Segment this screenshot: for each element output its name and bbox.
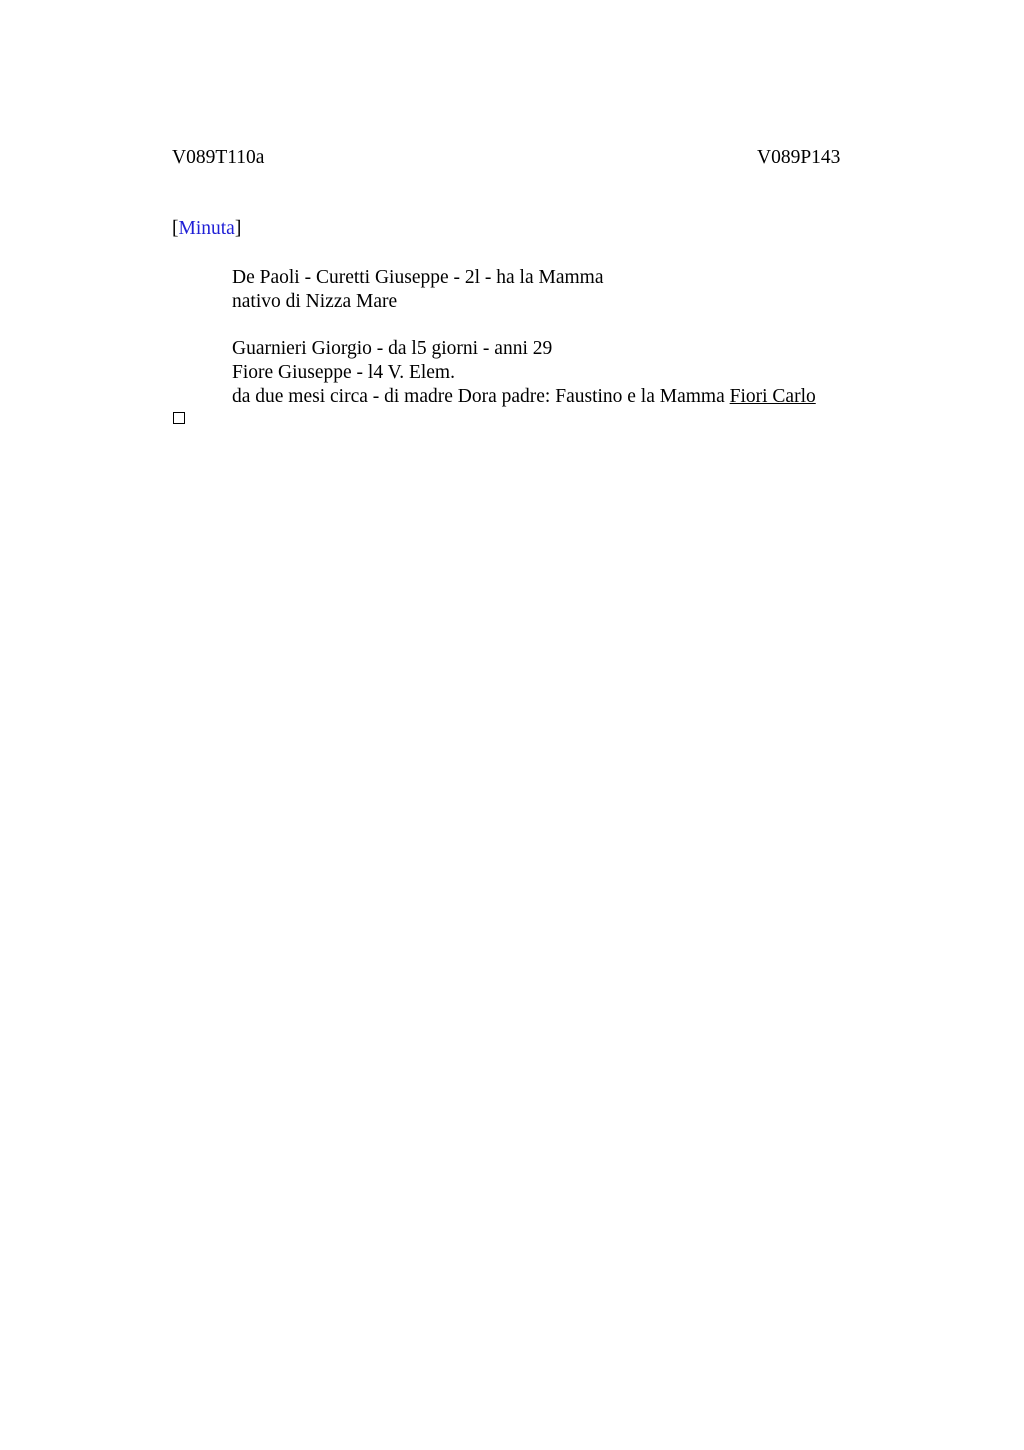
empty-square-icon	[173, 412, 185, 424]
header-left-code: V089T110a	[172, 147, 265, 168]
underlined-name: Fiori Carlo	[729, 386, 816, 407]
paragraph-2-line-3-text: da due mesi circa - di madre Dora padre: Faustino e la Mamma	[232, 386, 730, 407]
paragraph-1-line-1: De Paoli - Curetti Giuseppe - 2l - ha la Mamma	[232, 267, 604, 288]
document-type-open-bracket: [	[172, 218, 179, 239]
document-type	[172, 218, 241, 240]
paragraph-2-line-2: Fiore Giuseppe - l4 V. Elem.	[232, 362, 455, 383]
paragraph-2-line-3	[232, 385, 816, 409]
paragraph-1-line-2: nativo di Nizza Mare	[232, 291, 398, 312]
document-body	[232, 266, 816, 409]
paragraph-2-line-1: Guarnieri Giorgio - da l5 giorni - anni 29	[232, 338, 553, 359]
document-type-close-bracket: ]	[234, 218, 242, 239]
document-type-label: Minuta	[178, 218, 235, 239]
header-right-code: V089P143	[757, 147, 841, 168]
paragraph-gap	[232, 314, 816, 337]
